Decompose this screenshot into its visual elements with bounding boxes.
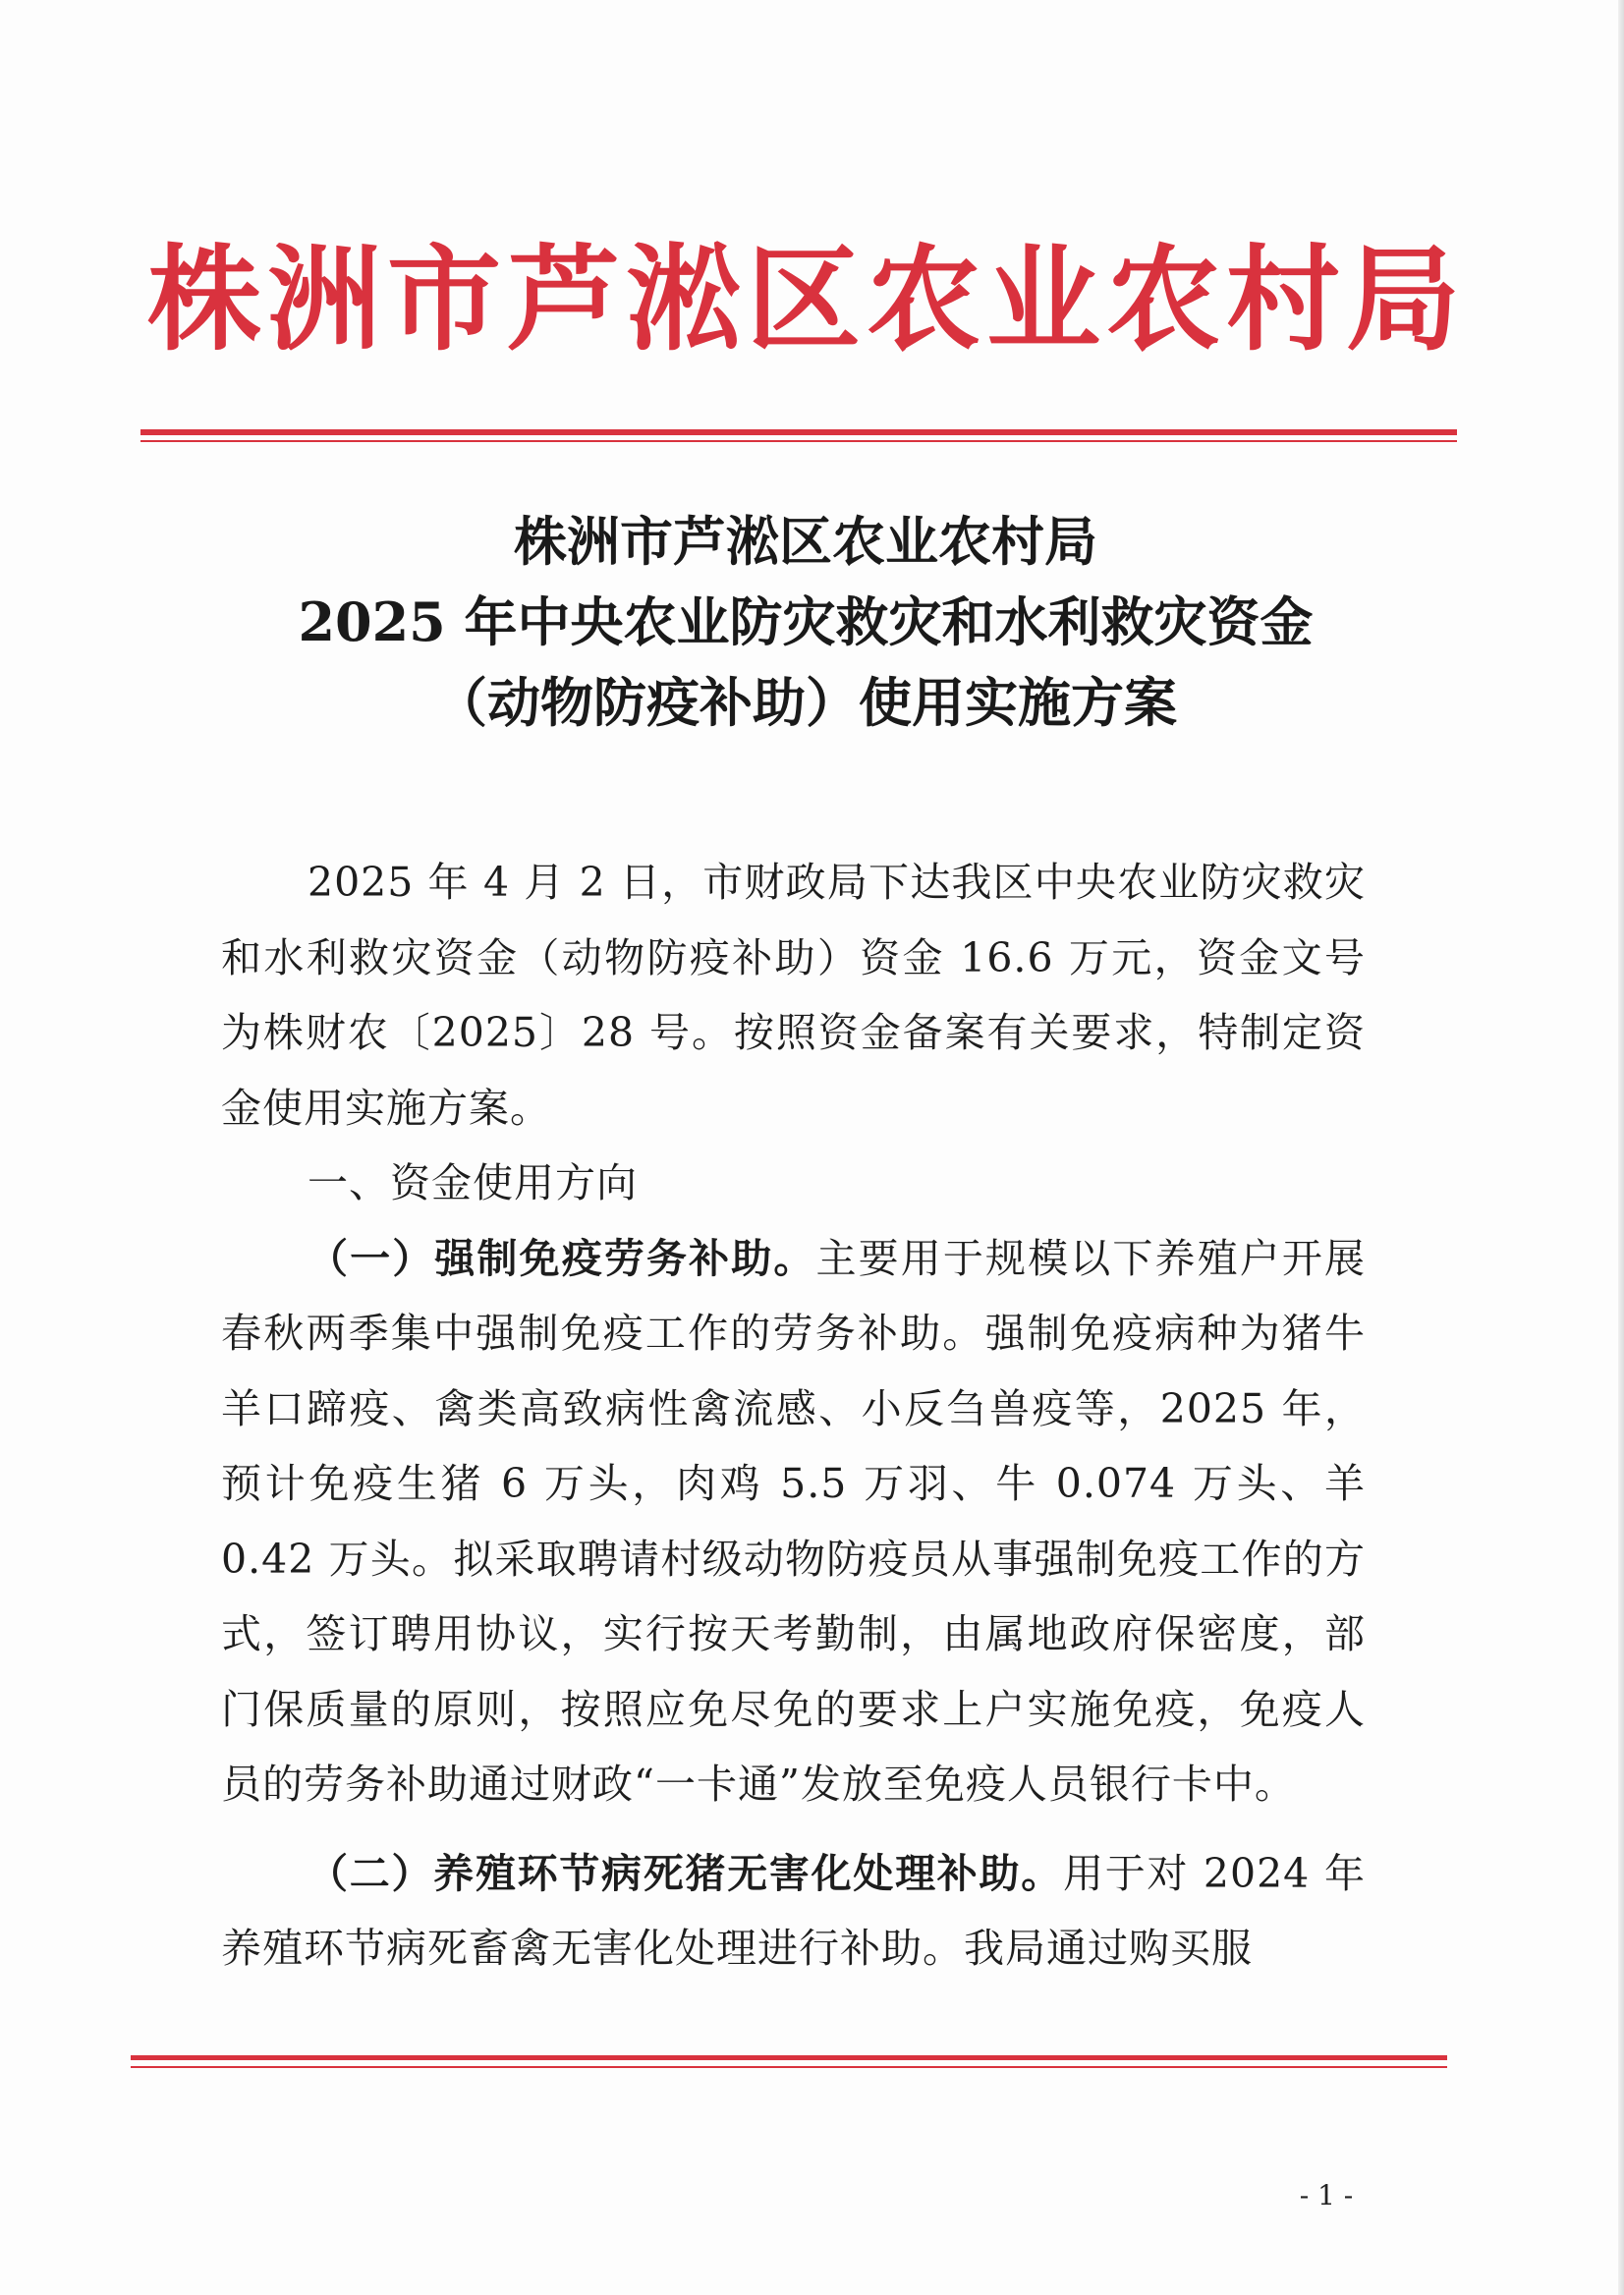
- letterhead-red-rule-thick: [140, 429, 1457, 435]
- intro-paragraph: 2025 年 4 月 2 日，市财政局下达我区中央农业防灾救灾和水利救灾资金（动物防疫补助）资金 16.6 万元，资金文号为株财农〔2025〕28 号。按照资金备案有关要求，特制定资金使用实施方案。: [221, 859, 1366, 1132]
- item-2-text: 用于对 2024 年养殖环节病死畜禽无害化处理进行补助。我局通过购买服: [221, 1849, 1366, 1972]
- scan-edge-shadow: [1618, 0, 1624, 2295]
- footer-red-rule-thick: [131, 2055, 1447, 2060]
- section-heading: 一、资金使用方向: [308, 1159, 638, 1206]
- title-line-3: （动物防疫补助）使用实施方案: [434, 671, 1177, 734]
- document-body: [221, 845, 1366, 1987]
- page-number: - 1 -: [1299, 2179, 1354, 2211]
- item-1-paragraph: [221, 1221, 1366, 1822]
- title-line-1: 株洲市芦淞区农业农村局: [514, 510, 1097, 573]
- item-1-heading: （一）强制免疫劳务补助。: [308, 1234, 816, 1282]
- item-2-heading: （二）养殖环节病死猪无害化处理补助。: [308, 1849, 1063, 1897]
- letterhead-red-rule-thin: [140, 440, 1457, 442]
- document-title: [147, 501, 1464, 743]
- title-line-2: 2025 年中央农业防灾救灾和水利救灾资金: [298, 590, 1314, 653]
- item-1-text: 主要用于规模以下养殖户开展春秋两季集中强制免疫工作的劳务补助。强制免疫病种为猪牛羊口蹄疫、禽类高致病性禽流感、小反刍兽疫等，2025 年，预计免疫生猪 6 万头，肉鸡 5.5 万羽、牛 0.074 万头、羊 0.42 万头。拟采取聘请村级动物防疫员从事强制免疫工作的方式，签订聘用协议，实行按天考勤制，由属地政府保密度，部门保质量的原则，按照应免尽免的要求上户实施免疫，免疫人员的劳务补助通过财政“一卡通”发放至免疫人员银行卡中。: [221, 1234, 1366, 1808]
- letterhead-agency-name: 株洲市芦淞区农业农村局: [147, 233, 1466, 366]
- item-2-paragraph: [221, 1836, 1366, 1987]
- footer-red-rule-thin: [131, 2066, 1447, 2068]
